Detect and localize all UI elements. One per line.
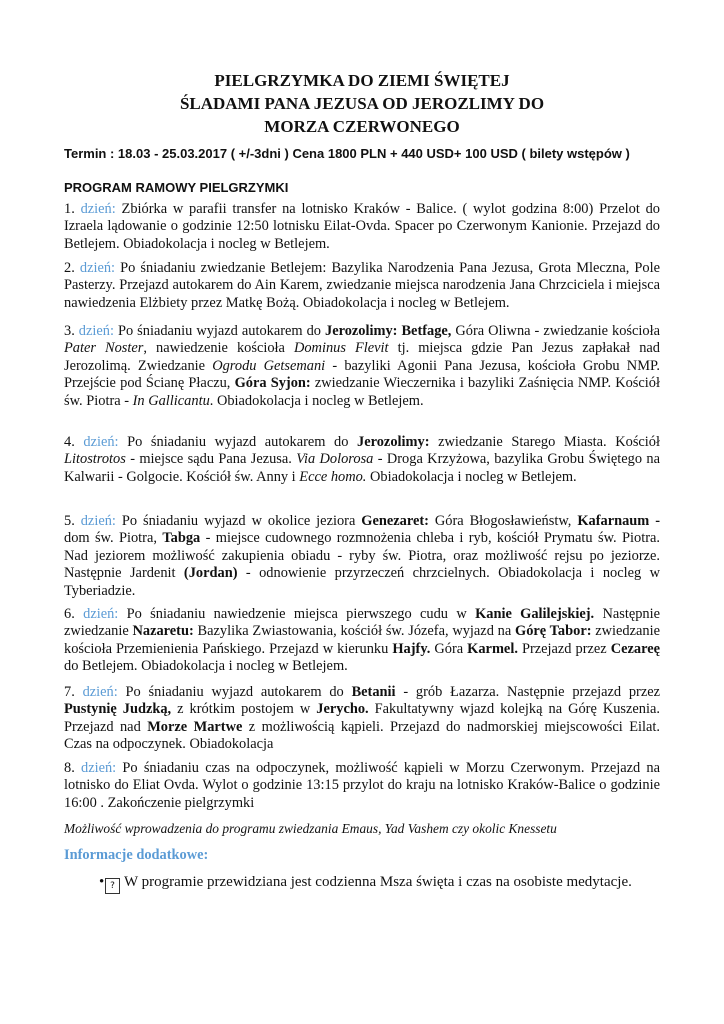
- day-paragraph: [64, 434, 660, 486]
- bold-place-name: Morze Martwe: [147, 718, 243, 735]
- italic-place-name: In Gallicantu: [132, 392, 210, 409]
- day-paragraph: [64, 201, 660, 253]
- day-text: zwiedzanie Wieczernika i bazyliki Zaśnięcia NMP. Kościół św. Piotra -: [64, 375, 660, 409]
- day-text: , nawiedzenie kościoła: [143, 340, 294, 357]
- day-number: 7.: [64, 684, 83, 700]
- day-text: Po śniadaniu wyjazd autokarem do: [117, 684, 352, 700]
- day-text: Po śniadaniu wyjazd autokarem do: [113, 323, 325, 339]
- day-text: Po śniadaniu czas na odpoczynek, możliwość kąpieli w Morzu Czerwonym. Przejazd na lotnisko do Eliat Ovda. Wylot o godzinie 13:15 przylot do kraju na lotnisko Kraków-Balice o godzinie 16:00 . Zakończenie pielgrzymki: [64, 760, 660, 811]
- bullet-text: W programie przewidziana jest codzienna Msza święta i czas na osobiste medytacje.: [124, 874, 632, 890]
- day-paragraph: [64, 513, 660, 600]
- termin-line: Termin : 18.03 - 25.03.2017 ( +/-3dni ) Cena 1800 PLN + 440 USD+ 100 USD ( bilety wstępów ): [64, 146, 630, 161]
- day-text: tj. miejsca gdzie Pan Jezus zapłakał nad Jerozolimą. Zwiedzanie: [64, 340, 660, 374]
- day-text: zwiedzanie Starego Miasta. Kościół: [429, 434, 661, 450]
- title-line-3: MORZA CZERWONEGO: [264, 117, 460, 136]
- day-text: Fakultatywny wjazd kolejką na Górę Kuszenia. Przejazd nad: [64, 701, 660, 735]
- bold-place-name: Pustynię Judzką,: [64, 701, 172, 718]
- day-text: z możliwością kąpieli. Przejazd do nadmorskiej miejscowości Eilat. Czas na odpoczynek. Obiadokolacja: [64, 718, 660, 753]
- bold-place-name: Nazaretu:: [132, 623, 194, 640]
- italic-place-name: Pater Noster: [64, 340, 144, 357]
- italic-place-name: Via Dolorosa: [296, 451, 374, 468]
- day-number: 8.: [64, 760, 82, 776]
- day-text: Po śniadaniu wyjazd autokarem do: [118, 434, 358, 450]
- day-text: Następnie zwiedzanie: [64, 606, 660, 640]
- day-text: dom św. Piotra,: [64, 530, 163, 547]
- day-number: 6.: [64, 606, 84, 622]
- day-keyword: dzień:: [79, 260, 116, 276]
- day-number: 2.: [64, 260, 80, 276]
- italic-place-name: Ogrodu Getsemani: [212, 357, 326, 374]
- day-text: Zbiórka w parafii transfer na lotnisko Kraków - Balice. ( wylot godzina 8:00) Przelot do Izraela lądowanie o godzinie 12:50 lotnisku Eilat-Ovda. Spacer po Czerwonym Kanionie. Przejazd do Betlejem. Obiadokolacja i nocleg w Betlejem.: [64, 201, 660, 252]
- bold-place-name: Karmel.: [467, 640, 518, 657]
- day-text: - miejsce cudownego rozmnożenia chleba i ryb, kościół Prymatu św. Piotra. Nad jeziorem możliwość zakupienia obiadu - ryby św. Piotra, oraz możliwość rejsu po jeziorze. Następnie Jardenit: [64, 530, 661, 582]
- title-line-2: ŚLADAMI PANA JEZUSA OD JEROZLIMY DO: [179, 94, 545, 113]
- day-text: zwiedzanie kościoła Przemienienia Pańskiego. Przejazd w kierunku: [64, 623, 660, 657]
- day-text: Po śniadaniu nawiedzenie miejsca pierwszego cudu w: [118, 606, 476, 622]
- day-text: . Obiadokolacja i nocleg w Betlejem.: [209, 392, 424, 409]
- day-text: - odnowienie przyrzeczeń chrzcielnych. Obiadokolacja i nocleg w Tyberiadzie.: [64, 565, 660, 599]
- day-paragraph: [64, 760, 660, 812]
- bold-place-name: Tabga: [162, 530, 201, 547]
- day-text: - Droga Krzyżowa, bazylika Grobu Świętego na Kalwarii - Golgocie. Kościół św. Anny i: [64, 451, 660, 485]
- day-keyword: dzień:: [83, 434, 119, 450]
- day-keyword: dzień:: [81, 760, 117, 776]
- day-text: Góra: [430, 640, 468, 657]
- bold-place-name: Górę Tabor:: [515, 623, 592, 640]
- day-text: Góra Błogosławieństw,: [428, 513, 578, 529]
- day-paragraph: [64, 260, 660, 312]
- bold-place-name: Jerycho.: [316, 701, 369, 718]
- bold-place-name: Hajfy.: [392, 640, 431, 657]
- day-keyword: dzień:: [83, 606, 119, 622]
- day-keyword: dzień:: [78, 323, 114, 339]
- day-number: 3.: [64, 323, 79, 339]
- day-keyword: dzień:: [80, 201, 116, 217]
- day-text: Góra Oliwna - zwiedzanie kościoła: [451, 323, 660, 339]
- day-text: z krótkim postojem w: [171, 701, 317, 718]
- day-number: 5.: [64, 513, 81, 529]
- title-line-1: PIELGRZYMKA DO ZIEMI ŚWIĘTEJ: [214, 71, 510, 90]
- bold-place-name: Betanii: [351, 684, 396, 700]
- bold-place-name: Góra Syjon:: [234, 375, 311, 392]
- footnote: Możliwość wprowadzenia do programu zwiedzania Emaus, Yad Vashem czy okolic Knessetu: [64, 821, 557, 836]
- day-text: Obiadokolacja i nocleg w Betlejem.: [366, 468, 577, 485]
- day-paragraph: [64, 684, 660, 754]
- day-paragraph: [64, 323, 660, 410]
- day-text: Po śniadaniu wyjazd w okolice jeziora: [115, 513, 362, 529]
- bold-place-name: Kafarnaum -: [577, 513, 660, 529]
- day-number: 1.: [64, 201, 81, 217]
- italic-place-name: Dominus Flevit: [293, 340, 389, 357]
- info-bullet: [99, 870, 661, 894]
- bold-place-name: Kanie Galilejskiej.: [475, 606, 595, 622]
- day-text: - bazyliki Agonii Pana Jezusa, kościoła Grobu NMP. Przejście pod Ścianę Płaczu,: [64, 357, 660, 392]
- bold-place-name: (Jordan): [183, 565, 238, 582]
- day-text: Po śniadaniu zwiedzanie Betlejem: Bazylika Narodzenia Pana Jezusa, Grota Mleczna, Pole Pasterzy. Przejazd autokarem do Ain Karem, zwiedzanie miejsca narodzenia Jana Chrzciciela i miejsca nawiedzenia Elżbiety przez Matkę Bożą. Obiadokolacja i nocleg w Betlejem.: [64, 260, 660, 311]
- day-text: Przejazd przez: [517, 640, 611, 657]
- program-heading: PROGRAM RAMOWY PIELGRZYMKI: [64, 180, 289, 195]
- unknown-symbol-icon: ?: [105, 878, 120, 894]
- day-text: - grób Łazarza. Następnie przejazd przez: [395, 684, 661, 700]
- italic-place-name: Ecce homo.: [299, 468, 367, 485]
- italic-place-name: Litostrotos: [64, 451, 126, 468]
- bold-place-name: Jerozolimy: Betfage,: [325, 323, 452, 339]
- bold-place-name: Jerozolimy:: [357, 434, 430, 450]
- day-paragraph: [64, 606, 660, 676]
- day-text: - miejsce sądu Pana Jezusa.: [125, 451, 297, 468]
- bold-place-name: Genezaret:: [361, 513, 429, 529]
- day-text: Bazylika Zwiastowania, kościół św. Józefa, wyjazd na: [193, 623, 515, 640]
- day-number: 4.: [64, 434, 84, 450]
- bold-place-name: Cezareę: [610, 640, 660, 657]
- info-heading: Informacje dodatkowe:: [64, 847, 209, 863]
- day-keyword: dzień:: [82, 684, 118, 700]
- day-text: do Betlejem. Obiadokolacja i nocleg w Betlejem.: [64, 658, 348, 675]
- day-keyword: dzień:: [80, 513, 116, 529]
- bullet-dot: •: [99, 874, 105, 890]
